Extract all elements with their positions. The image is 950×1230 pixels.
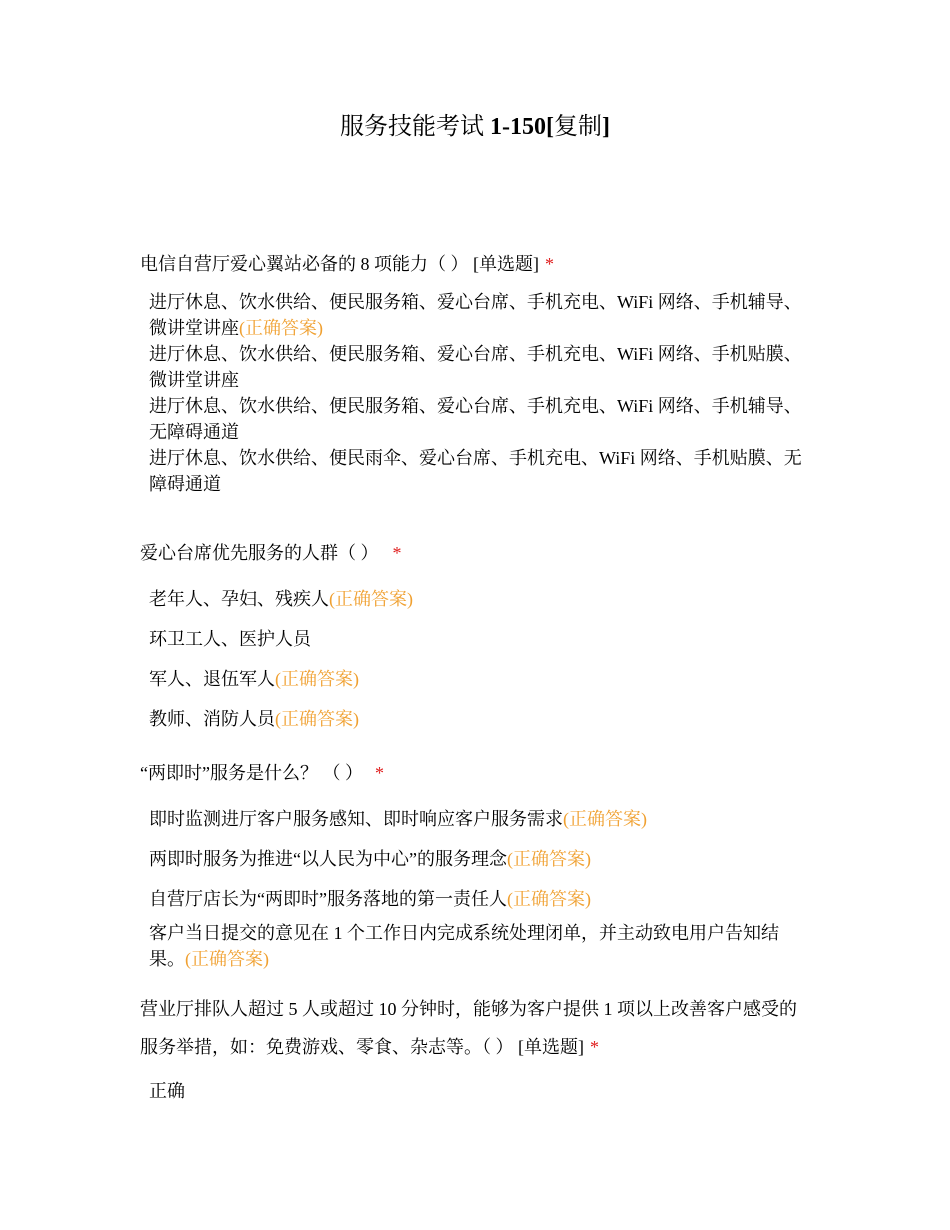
option-3-4[interactable]: [149, 920, 809, 972]
required-star: *: [392, 543, 402, 563]
correct-answer-tag: (正确答案): [563, 809, 647, 829]
required-star: *: [374, 763, 384, 783]
option-2-2[interactable]: [149, 626, 809, 652]
correct-answer-tag: (正确答案): [275, 669, 359, 689]
option-1-2[interactable]: [149, 341, 809, 393]
correct-answer-tag: (正确答案): [329, 589, 413, 609]
option-1-3[interactable]: [149, 393, 809, 445]
option-text: 即时监测进厅客户服务感知、即时响应客户服务需求: [149, 809, 563, 829]
option-text: 老年人、孕妇、残疾人: [149, 589, 329, 609]
correct-answer-tag: (正确答案): [506, 889, 591, 909]
option-2-1[interactable]: [149, 586, 809, 612]
option-1-4[interactable]: [149, 445, 809, 497]
option-text: 两即时服务为推进“以人民为中心”的服务理念: [149, 849, 507, 869]
required-star: *: [590, 1037, 599, 1057]
question-2: [140, 536, 810, 570]
required-star: *: [545, 254, 554, 274]
option-1-1[interactable]: [149, 289, 809, 341]
question-text: 营业厅排队人超过 5 人或超过 10 分钟时，能够为客户提供 1 项以上改善客户感受的服务举措，如：免费游戏、零食、杂志等。（ ） [单选题]: [140, 999, 797, 1057]
option-4-1[interactable]: [149, 1078, 809, 1104]
option-text: 客户当日提交的意见在 1 个工作日内完成系统处理闭单，并主动致电用户告知结果。: [149, 923, 779, 969]
option-3-3[interactable]: [149, 886, 809, 912]
option-text: 进厅休息、饮水供给、便民服务箱、爱心台席、手机充电、WiFi 网络、手机辅导、微讲堂讲座: [149, 292, 802, 338]
option-text: 进厅休息、饮水供给、便民服务箱、爱心台席、手机充电、WiFi 网络、手机贴膜、微讲堂讲座: [149, 344, 802, 390]
question-text: “两即时”服务是什么？ （ ）: [140, 763, 363, 783]
option-3-2[interactable]: [149, 846, 809, 872]
option-text: 进厅休息、饮水供给、便民服务箱、爱心台席、手机充电、WiFi 网络、手机辅导、无障碍通道: [149, 396, 802, 442]
question-text: 电信自营厅爱心翼站必备的 8 项能力（ ） [单选题]: [140, 254, 539, 274]
option-text: 环卫工人、医护人员: [149, 629, 311, 649]
correct-answer-tag: (正确答案): [185, 949, 269, 969]
correct-answer-tag: (正确答案): [275, 709, 359, 729]
option-text: 正确: [149, 1081, 185, 1101]
option-3-1[interactable]: [149, 806, 809, 832]
question-1: [140, 247, 810, 281]
option-text: 自营厅店长为“两即时”服务落地的第一责任人: [149, 889, 507, 909]
option-text: 进厅休息、饮水供给、便民雨伞、爱心台席、手机充电、WiFi 网络、手机贴膜、无障碍通道: [149, 448, 802, 494]
option-2-4[interactable]: [149, 706, 809, 732]
correct-answer-tag: (正确答案): [239, 318, 323, 338]
question-4: [140, 990, 810, 1066]
option-text: 教师、消防人员: [149, 709, 275, 729]
option-2-3[interactable]: [149, 666, 809, 692]
option-text: 军人、退伍军人: [149, 669, 275, 689]
correct-answer-tag: (正确答案): [506, 849, 591, 869]
question-text: 爱心台席优先服务的人群（ ）: [140, 543, 379, 563]
page-title: 服务技能考试 1-150[复制]: [340, 114, 610, 140]
question-3: [140, 756, 810, 790]
